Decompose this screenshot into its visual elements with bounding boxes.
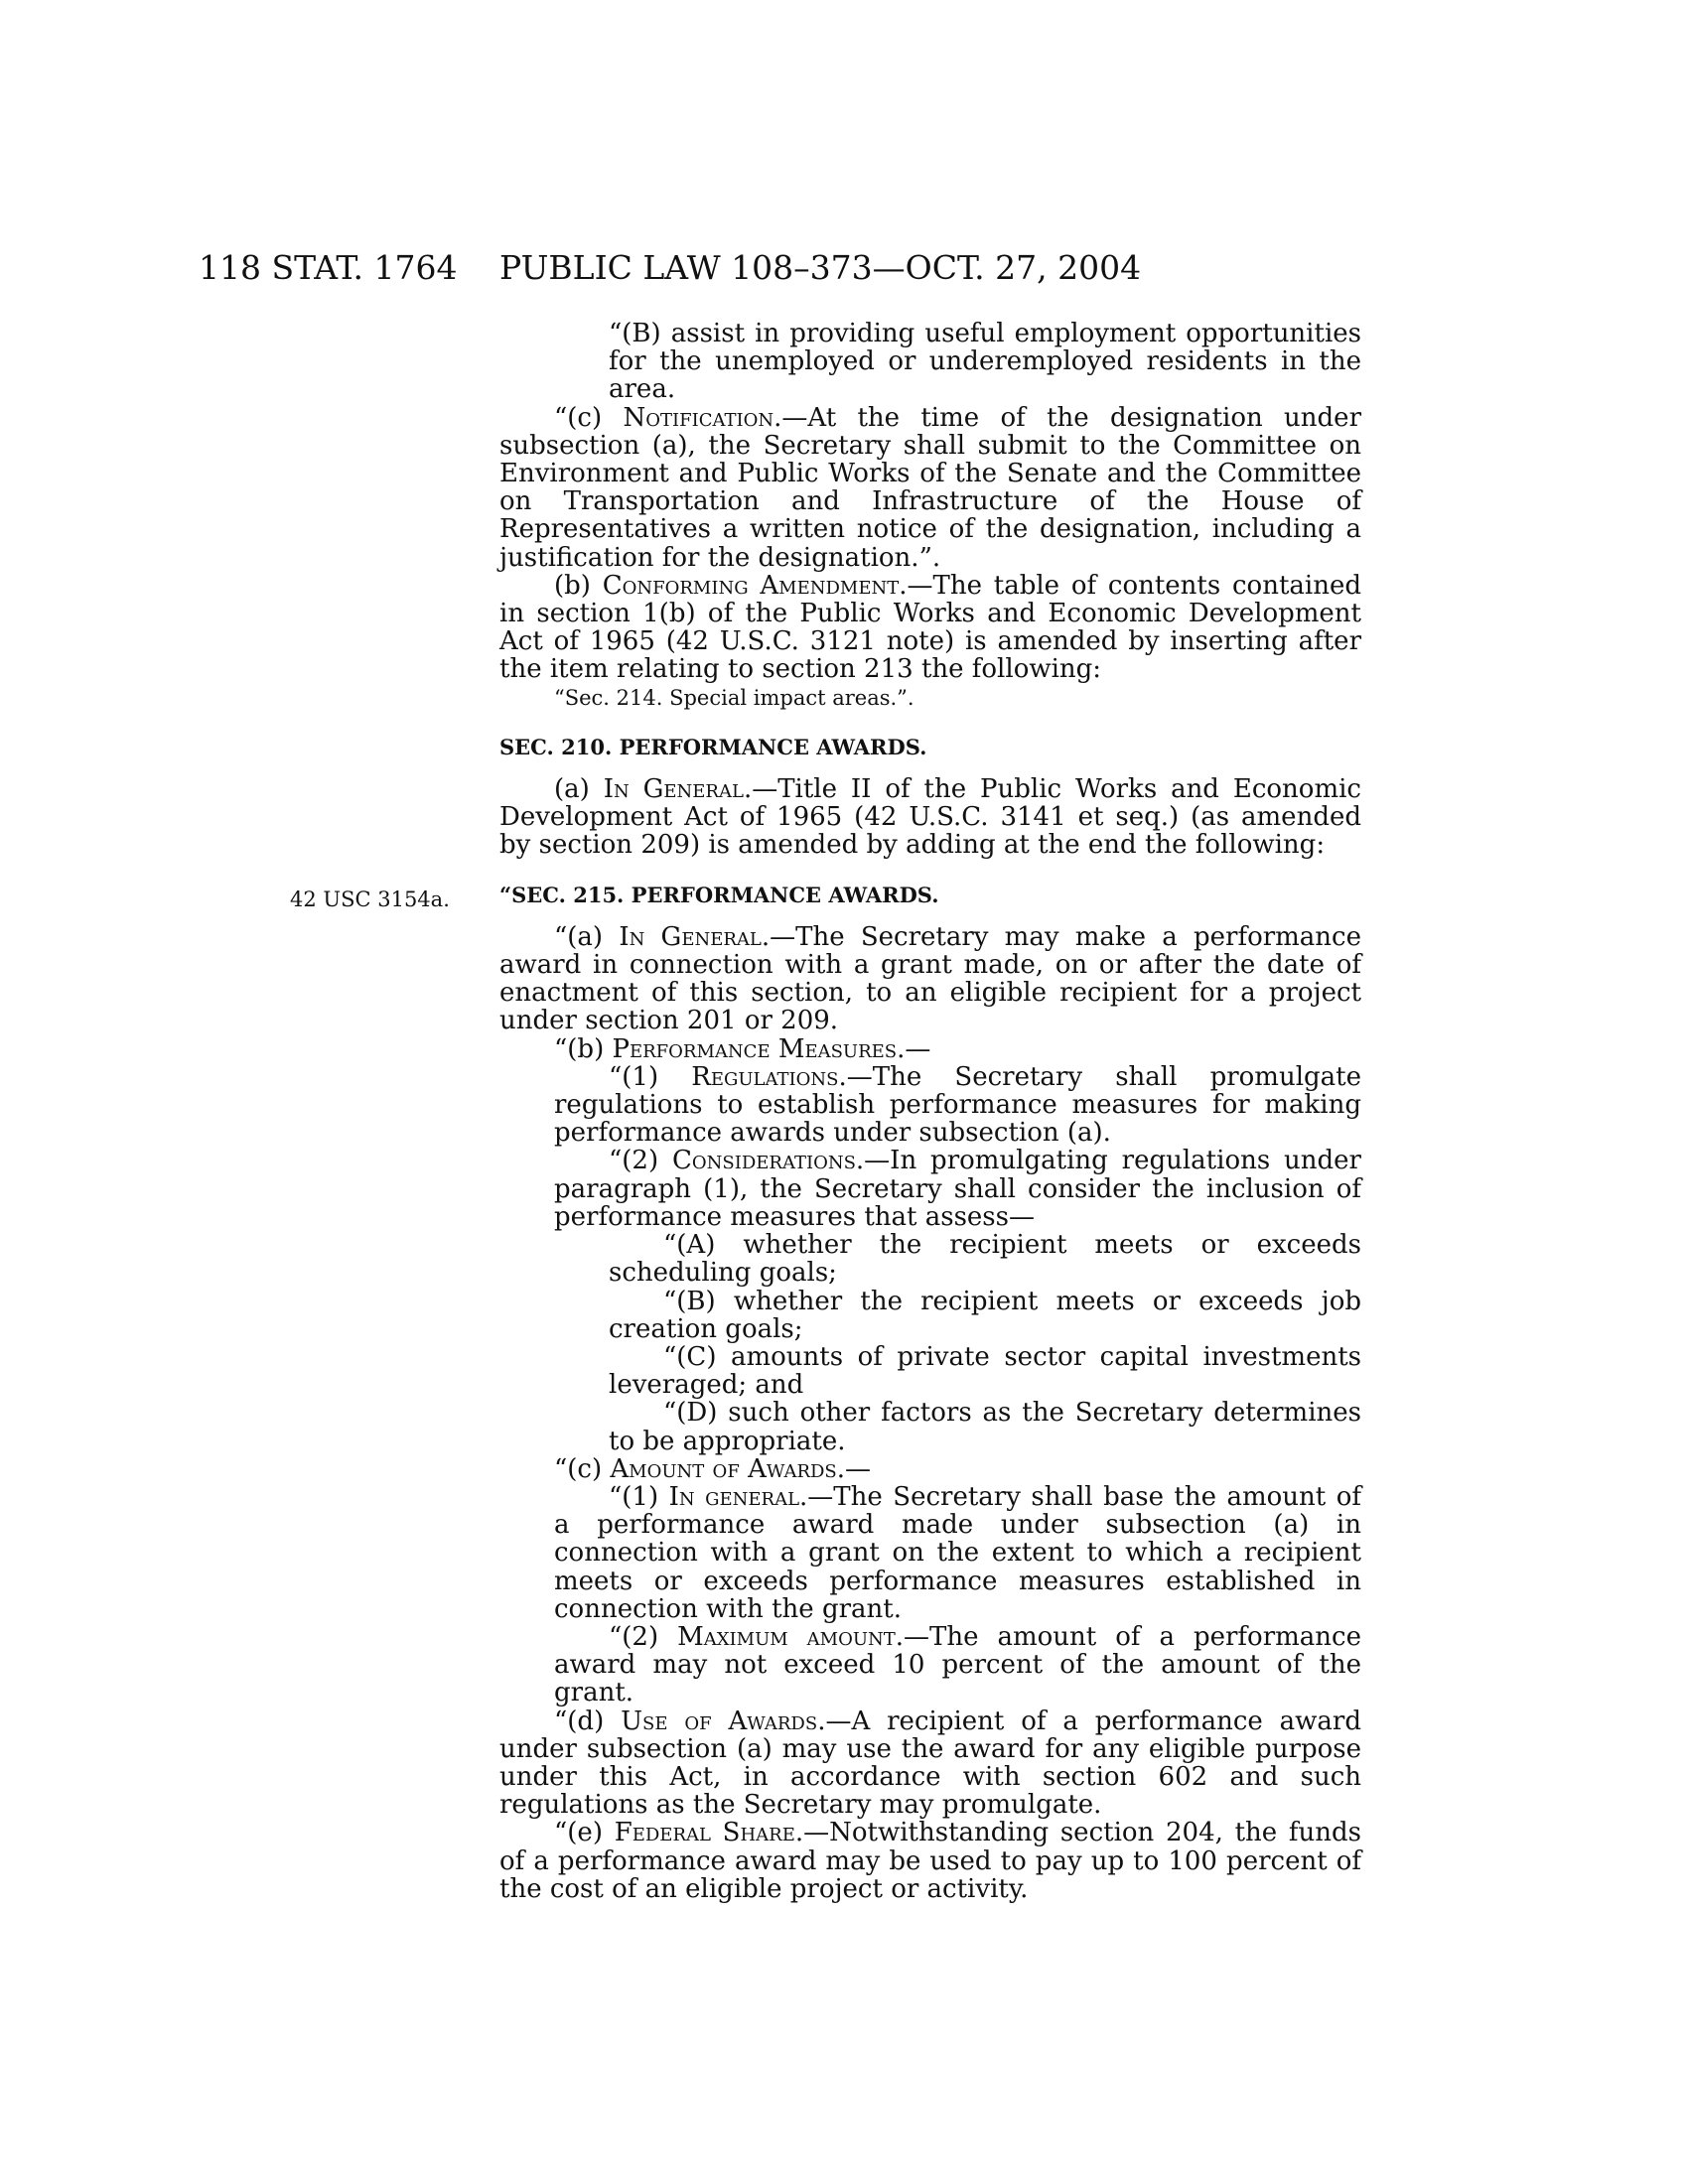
section-215-d: “(d) Use of Awards.—A recipient of a performance award under subsection (a) may use the award for any eligible purpose under this Act, in accordance with section 602 and such regulations as the Secretary may promulgate. <box>499 1706 1361 1821</box>
section-215-b2: “(2) Considerations.—In promulgating regulations under paragraph (1), the Secretary shall consider the inclusion of performance measures that assess— <box>554 1146 1361 1232</box>
document-body <box>499 320 1361 1903</box>
section-215-b2-B: “(B) whether the recipient meets or exceeds job creation goals; <box>609 1286 1361 1344</box>
law-citation: PUBLIC LAW 108–373—OCT. 27, 2004 <box>499 248 1142 287</box>
subsection-b-conforming: (b) Conforming Amendment.—The table of contents contained in section 1(b) of the Public Works and Economic Development Act of 1965 (42 U.S.C. 3121 note) is amended by inserting after the item relating to section 213 the following: <box>499 570 1361 685</box>
section-210-heading: SEC. 210. PERFORMANCE AWARDS. <box>499 734 927 759</box>
notification-heading: Notification <box>623 402 774 433</box>
section-215-a: “(a) In General.—The Secretary may make a performance award in connection with a grant made, on or after the date of enactment of this section, to an eligible recipient for a project under section 201 or 209. <box>499 921 1361 1036</box>
section-215-b2-D: “(D) such other factors as the Secretary determines to be appropriate. <box>609 1398 1361 1456</box>
section-215-b2-C: “(C) amounts of private sector capital investments leveraged; and <box>609 1341 1361 1401</box>
conforming-heading: Conforming Amendment <box>602 570 900 601</box>
subsection-c-notification: “(c) Notification.—At the time of the designation under subsection (a), the Secretary shall submit to the Committee on Environment and Public Works of the Senate and the Committee on Transportation and Infrastructure of the House of Representatives a written notice of the designation, including a justification for the designation.”. <box>499 402 1361 573</box>
section-215-b1: “(1) Regulations.—The Secretary shall promulgate regulations to establish performance measures for making performance awards under subsection (a). <box>554 1061 1361 1149</box>
section-215-c: “(c) Amount of Awards.— <box>554 1453 872 1484</box>
section-215-c2: “(2) Maximum amount.—The amount of a performance award may not exceed 10 percent of the amount of the grant. <box>554 1621 1361 1708</box>
section-215-heading: “SEC. 215. PERFORMANCE AWARDS. <box>499 882 939 907</box>
section-215-c1: “(1) In general.—The Secretary shall base the amount of a performance award made under subsection (a) in connection with a grant on the extent to which a recipient meets or exceeds performance measures established in connection with the grant. <box>554 1481 1361 1624</box>
section-210-a: (a) In General.—Title II of the Public Works and Economic Development Act of 1965 (42 U.S.C. 3141 et seq.) (as amended by section 209) is amended by adding at the end the following: <box>499 774 1361 861</box>
page-header <box>0 248 1688 288</box>
toc-entry: “Sec. 214. Special impact areas.”. <box>554 685 914 710</box>
margin-note-usc: 42 USC 3154a. <box>290 887 450 911</box>
section-215-b: “(b) Performance Measures.— <box>554 1033 931 1064</box>
stat-citation: 118 STAT. 1764 <box>199 248 458 287</box>
paragraph-b-area: “(B) assist in providing useful employment opportunities for the unemployed or underemployed residents in the area. <box>609 319 1361 405</box>
section-215-b2-A: “(A) whether the recipient meets or exceeds scheduling goals; <box>609 1230 1361 1289</box>
section-215-e: “(e) Federal Share.—Notwithstanding section 204, the funds of a performance award may be used to pay up to 100 percent of the cost of an eligible project or activity. <box>499 1818 1361 1904</box>
